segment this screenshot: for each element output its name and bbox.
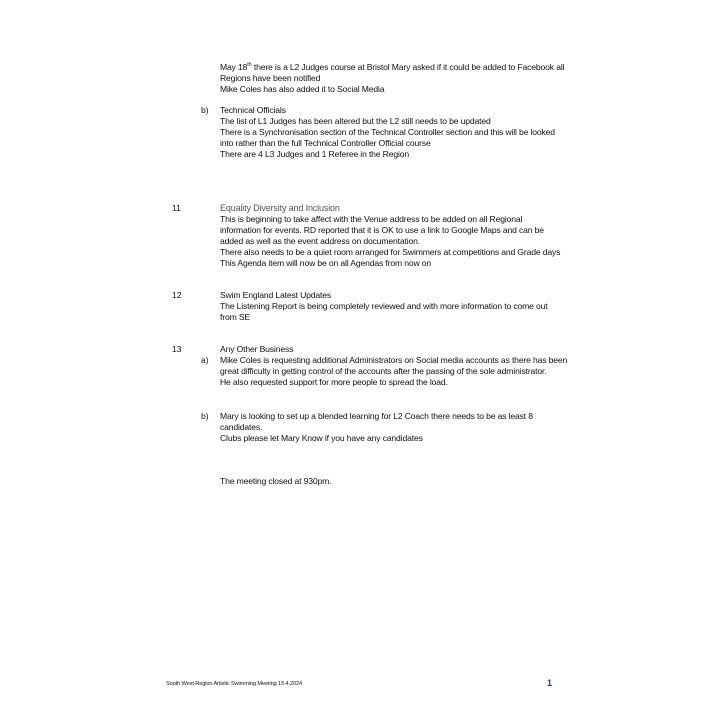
body-line: into rather than the full Technical Controller Official course bbox=[220, 138, 431, 148]
footer-text: South West Region Artistic Swimming Meeting 15.4.2024 bbox=[166, 681, 303, 687]
body-line: There also needs to be a quiet room arranged for Swimmers at competitions and Grade days bbox=[220, 247, 561, 257]
item-number: 11 bbox=[172, 203, 181, 213]
section-title: Swim England Latest Updates bbox=[220, 290, 332, 300]
course-date-suffix: th bbox=[247, 62, 252, 69]
section-title: Equality Diversity and Inclusion bbox=[220, 203, 340, 213]
item-number: 13 bbox=[172, 344, 182, 354]
body-line: great difficulty in getting control of the accounts after the passing of the sole administrator. bbox=[220, 366, 547, 376]
page-number: 1 bbox=[547, 678, 553, 688]
body-line: Regions have been notified bbox=[220, 73, 321, 83]
body-line: information for events. RD reported that it is OK to use a link to Google Maps and can be bbox=[220, 225, 544, 235]
body-line: This is beginning to take affect with the Venue address to be added on all Regional bbox=[220, 214, 523, 224]
body-line: Mary is looking to set up a blended learning for L2 Coach there needs to be as least 8 bbox=[220, 411, 533, 421]
list-marker: b) bbox=[201, 411, 209, 421]
body-line: Mike Coles is requesting additional Administrators on Social media accounts as there has been bbox=[220, 355, 568, 365]
body-line: Clubs please let Mary Know if you have any candidates bbox=[220, 433, 423, 443]
list-marker: a) bbox=[201, 355, 209, 365]
closing-statement: The meeting closed at 930pm. bbox=[220, 476, 332, 486]
body-line: The list of L1 Judges has been altered but the L2 still needs to be updated bbox=[220, 116, 491, 126]
body-line: There is a Synchronisation section of the Technical Controller section and this will be looked bbox=[220, 127, 555, 137]
course-notice-line: May 18th there is a L2 Judges course at Bristol Mary asked if it could be added to Facebook all bbox=[220, 62, 565, 72]
body-line: There are 4 L3 Judges and 1 Referee in the Region bbox=[220, 149, 410, 159]
body-line: Mike Coles has also added it to Social Media bbox=[220, 84, 385, 94]
body-line: candidates. bbox=[220, 422, 263, 432]
body-line: The Listening Report is being completely reviewed and with more information to come out bbox=[220, 301, 548, 311]
list-marker: b) bbox=[201, 105, 209, 115]
body-line: added as well as the event address on documentation. bbox=[220, 236, 421, 246]
subsection-title: Technical Officials bbox=[220, 105, 286, 115]
course-date: May 18 bbox=[220, 62, 248, 72]
item-number: 12 bbox=[172, 290, 182, 300]
body-line: He also requested support for more people to spread the load. bbox=[220, 377, 448, 387]
body-line: from SE bbox=[220, 312, 250, 322]
body-line: This Agenda item will now be on all Agendas from now on bbox=[220, 258, 432, 268]
section-title: Any Other Business bbox=[220, 344, 294, 354]
